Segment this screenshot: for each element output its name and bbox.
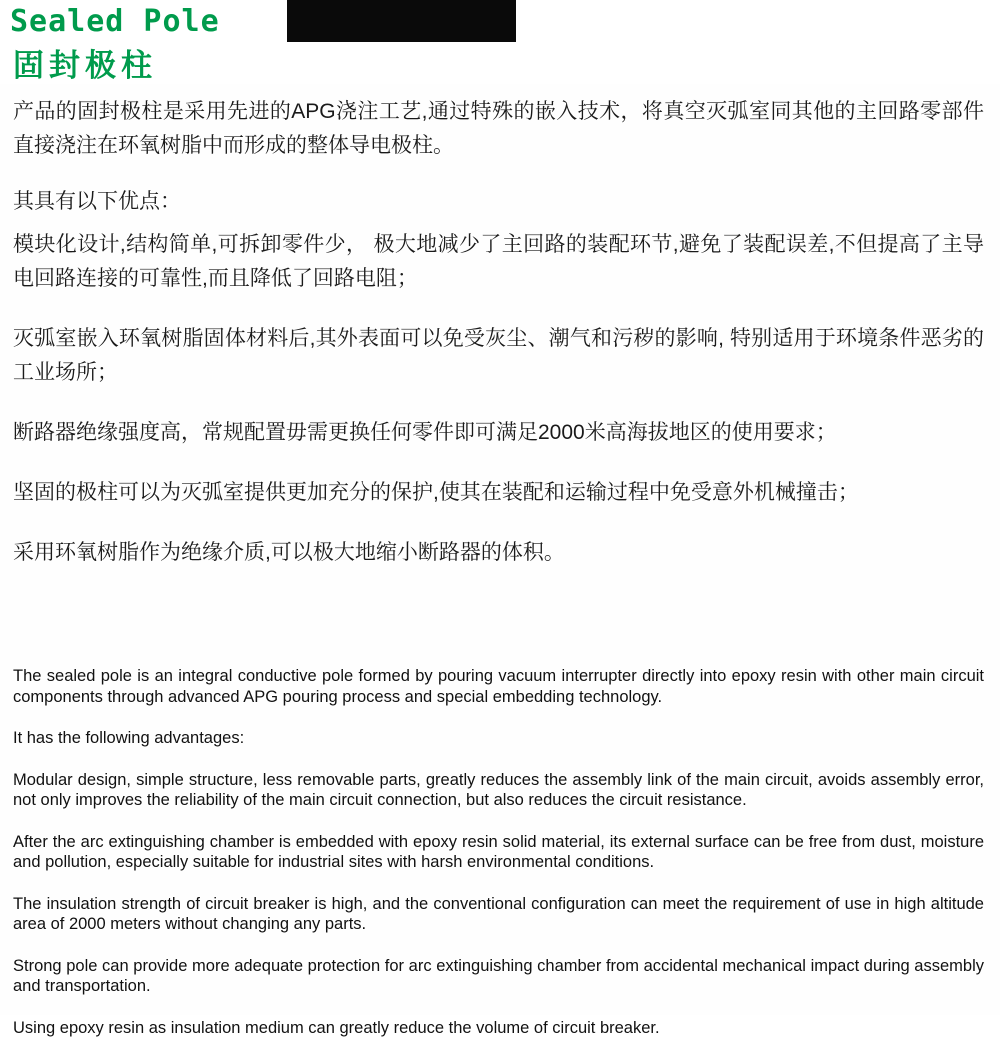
page-content [0, 95, 1000, 1038]
brand-logo-text: Sealed Pole [10, 4, 220, 39]
cn-advantage-item: 断路器绝缘强度高，常规配置毋需更换任何零件即可满足2000米高海拔地区的使用要求； [13, 416, 984, 450]
header-dark-bar [287, 0, 516, 42]
page-title: 固封极柱 [13, 40, 157, 85]
cn-advantage-item: 坚固的极柱可以为灭弧室提供更加充分的保护,使其在装配和运输过程中免受意外机械撞击； [13, 476, 984, 510]
en-advantage-item: After the arc extinguishing chamber is embedded with epoxy resin solid material, its external surface can be free from dust, moisture and pollution, especially suitable for industrial sites with harsh environmental conditions. [13, 832, 984, 873]
english-section [13, 666, 984, 1038]
chinese-section [13, 95, 984, 570]
cn-advantages-heading: 其具有以下优点： [13, 185, 984, 219]
en-intro-paragraph: The sealed pole is an integral conductive pole formed by pouring vacuum interrupter directly into epoxy resin with other main circuit components through advanced APG pouring process and special embedding technology. [13, 666, 984, 707]
cn-advantage-item: 采用环氧树脂作为绝缘介质,可以极大地缩小断路器的体积。 [13, 536, 984, 570]
en-advantage-item: Modular design, simple structure, less removable parts, greatly reduces the assembly link of the main circuit, avoids assembly error, not only improves the reliability of the main circuit connection, but also reduces the circuit resistance. [13, 770, 984, 811]
cn-advantage-item: 灭弧室嵌入环氧树脂固体材料后,其外表面可以免受灰尘、潮气和污秽的影响, 特别适用于环境条件恶劣的工业场所； [13, 322, 984, 390]
en-advantage-item: Strong pole can provide more adequate protection for arc extinguishing chamber from accidental mechanical impact during assembly and transportation. [13, 956, 984, 997]
en-advantage-item: The insulation strength of circuit breaker is high, and the conventional configuration can meet the requirement of use in high altitude area of 2000 meters without changing any parts. [13, 894, 984, 935]
cn-advantage-item: 模块化设计,结构简单,可拆卸零件少， 极大地减少了主回路的装配环节,避免了装配误差,不但提高了主导电回路连接的可靠性,而且降低了回路电阻； [13, 228, 984, 296]
page-header [0, 0, 1000, 84]
cn-intro-paragraph: 产品的固封极柱是采用先进的APG浇注工艺,通过特殊的嵌入技术，将真空灭弧室同其他的主回路零部件直接浇注在环氧树脂中而形成的整体导电极柱。 [13, 95, 984, 163]
en-advantage-item: Using epoxy resin as insulation medium can greatly reduce the volume of circuit breaker. [13, 1018, 984, 1038]
en-advantages-heading: It has the following advantages: [13, 728, 984, 749]
